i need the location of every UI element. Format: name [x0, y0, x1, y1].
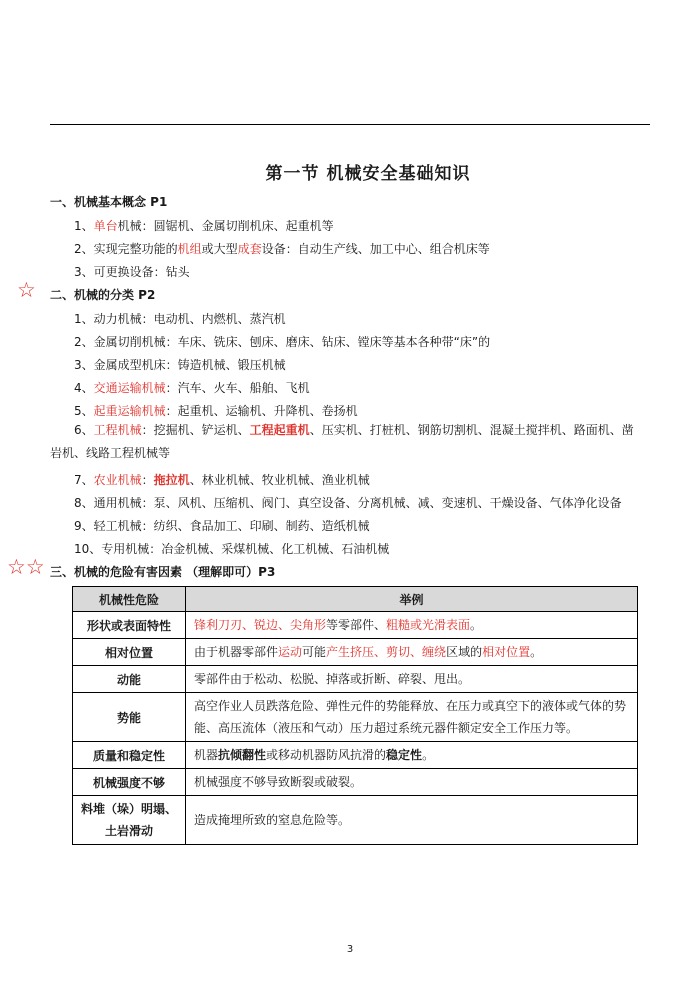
- list-item: 1、单台机械：圆锯机、金属切削机床、起重机等: [74, 219, 334, 233]
- hazard-example: 机器抗倾翻性或移动机器防风抗滑的稳定性。: [186, 742, 638, 769]
- hazard-example: 造成掩埋所致的窒息危险等。: [186, 796, 638, 845]
- star-icon: ☆☆: [7, 555, 45, 579]
- star-icon: ☆: [17, 278, 36, 302]
- section-2-heading: 二、机械的分类 P2: [50, 288, 156, 302]
- hazard-name: 形状或表面特性: [73, 612, 186, 639]
- hazard-example: 锋利刀刃、锐边、尖角形等零部件、粗糙或光滑表面。: [186, 612, 638, 639]
- list-item: 3、可更换设备：钻头: [74, 265, 190, 279]
- hazard-example: 零部件由于松动、松脱、掉落或折断、碎裂、甩出。: [186, 666, 638, 693]
- table-header-cell: 机械性危险: [73, 587, 186, 612]
- hazard-name: 势能: [73, 693, 186, 742]
- header-rule: [50, 124, 650, 125]
- list-item: 10、专用机械：冶金机械、采煤机械、化工机械、石油机械: [74, 542, 390, 556]
- hazard-name: 动能: [73, 666, 186, 693]
- hazard-name: 质量和稳定性: [73, 742, 186, 769]
- table-row: [73, 693, 638, 742]
- list-item: 2、金属切削机械：车床、铣床、刨床、磨床、钻床、镗床等基本各种带“床”的: [74, 335, 491, 349]
- hazard-example: 机械强度不够导致断裂或破裂。: [186, 769, 638, 796]
- table-row: [73, 796, 638, 845]
- section-3-heading: 三、机械的危险有害因素 （理解即可）P3: [50, 565, 276, 579]
- hazard-name: 机械强度不够: [73, 769, 186, 796]
- page-number: 3: [346, 944, 354, 955]
- list-item: 6、工程机械：挖掘机、铲运机、工程起重机、压实机、打桩机、钢筋切割机、混凝土搅拌机、路面机、凿岩机、线路工程机械等: [50, 423, 634, 460]
- list-item: 1、动力机械：电动机、内燃机、蒸汽机: [74, 312, 286, 326]
- hazard-table: [72, 586, 638, 845]
- list-item: 7、农业机械：拖拉机、林业机械、牧业机械、渔业机械: [74, 473, 370, 487]
- table-row: [73, 666, 638, 693]
- hazard-name: 相对位置: [73, 639, 186, 666]
- table-row: [73, 612, 638, 639]
- list-item: 9、轻工机械：纺织、食品加工、印刷、制药、造纸机械: [74, 519, 370, 533]
- list-item: 2、实现完整功能的机组或大型成套设备：自动生产线、加工中心、组合机床等: [74, 242, 490, 256]
- table-row: [73, 769, 638, 796]
- table-header-row: [73, 587, 638, 612]
- hazard-example: 高空作业人员跌落危险、弹性元件的势能释放、在压力或真空下的液体或气体的势能、高压流体（液压和气动）压力超过系统元器件额定安全工作压力等。: [186, 693, 638, 742]
- hazard-example: 由于机器零部件运动可能产生挤压、剪切、缠绕区域的相对位置。: [186, 639, 638, 666]
- table-row: [73, 639, 638, 666]
- list-item: 5、起重运输机械：起重机、运输机、升降机、卷扬机: [74, 404, 358, 418]
- table-header-cell: 举例: [186, 587, 638, 612]
- table-row: [73, 742, 638, 769]
- page-title: 第一节 机械安全基础知识: [265, 164, 471, 184]
- list-item: 4、交通运输机械：汽车、火车、船舶、飞机: [74, 381, 310, 395]
- hazard-name: 料堆（垛）明塌、土岩滑动: [73, 796, 186, 845]
- section-1-heading: 一、机械基本概念 P1: [50, 195, 168, 209]
- list-item: 8、通用机械：泵、风机、压缩机、阀门、真空设备、分离机械、减、变速机、干燥设备、气体净化设备: [74, 496, 622, 510]
- list-item: 3、金属成型机床：铸造机械、锻压机械: [74, 358, 286, 372]
